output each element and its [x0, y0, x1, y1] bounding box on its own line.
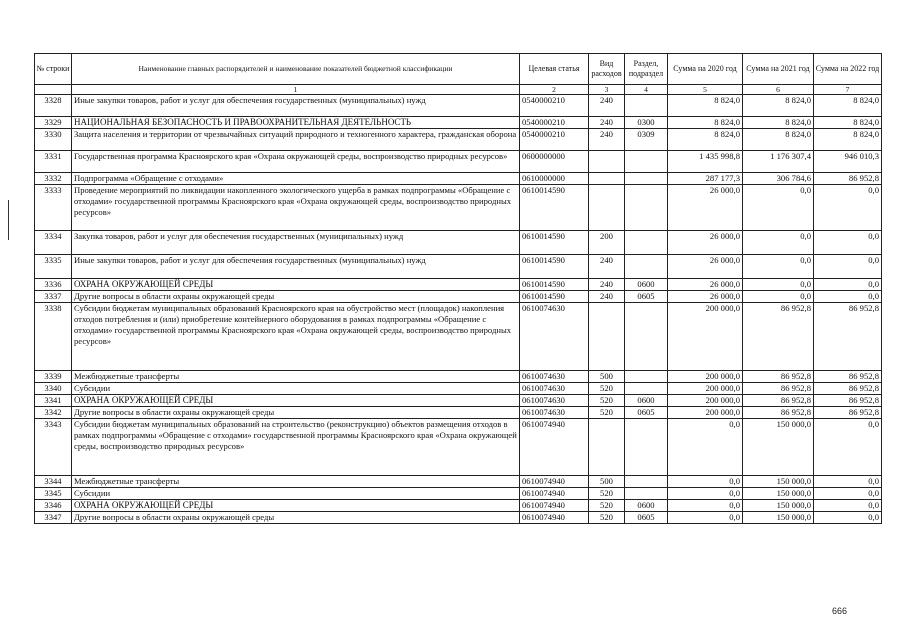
row-target: 0610074630	[520, 383, 589, 395]
row-target: 0610014590	[520, 231, 589, 255]
table-row	[35, 291, 882, 303]
row-name: Подпрограмма «Обращение с отходами»	[72, 173, 520, 185]
row-sum-2020: 26 000,0	[668, 231, 743, 255]
row-target: 0610074630	[520, 371, 589, 383]
row-expense-type	[589, 151, 625, 173]
row-section	[625, 95, 668, 117]
row-number: 3344	[35, 476, 72, 488]
row-expense-type: 520	[589, 383, 625, 395]
row-sum-2022: 86 952,8	[814, 407, 882, 419]
row-section	[625, 151, 668, 173]
row-sum-2020: 200 000,0	[668, 407, 743, 419]
row-expense-type: 200	[589, 231, 625, 255]
row-sum-2022: 86 952,8	[814, 173, 882, 185]
row-number: 3330	[35, 129, 72, 151]
table-row	[35, 476, 882, 488]
table-row	[35, 500, 882, 512]
row-sum-2022: 0,0	[814, 185, 882, 231]
table-row	[35, 279, 882, 291]
row-expense-type	[589, 173, 625, 185]
row-target: 0540000210	[520, 129, 589, 151]
row-name: Субсидии бюджетам муниципальных образований Красноярского края на обустройство мест (площадок) накопления отходов потребления и (или) приобретение контейнерного оборудования в рамках подпрограммы «Обращение с отходами» государственной программы Красноярского края «Охрана окружающей среды, воспроизводство природных ресурсов»	[72, 303, 520, 371]
row-sum-2021: 150 000,0	[743, 512, 814, 524]
row-sum-2021: 86 952,8	[743, 303, 814, 371]
row-name: ОХРАНА ОКРУЖАЮЩЕЙ СРЕДЫ	[72, 500, 520, 512]
row-target: 0610074940	[520, 419, 589, 476]
row-sum-2022: 0,0	[814, 279, 882, 291]
table-row	[35, 117, 882, 129]
row-expense-type: 500	[589, 476, 625, 488]
row-expense-type: 520	[589, 395, 625, 407]
header-section: Раздел, подраздел	[625, 54, 668, 85]
row-sum-2022: 0,0	[814, 419, 882, 476]
row-target: 0540000210	[520, 117, 589, 129]
row-sum-2022: 86 952,8	[814, 383, 882, 395]
row-expense-type	[589, 185, 625, 231]
row-target: 0610014590	[520, 255, 589, 279]
header-row-no: № строки	[35, 54, 72, 85]
row-sum-2022: 0,0	[814, 255, 882, 279]
row-target: 0540000210	[520, 95, 589, 117]
row-number: 3341	[35, 395, 72, 407]
row-section: 0600	[625, 500, 668, 512]
row-sum-2020: 8 824,0	[668, 117, 743, 129]
budget-table	[34, 53, 882, 524]
row-section	[625, 173, 668, 185]
table-row	[35, 371, 882, 383]
row-target: 0610074940	[520, 476, 589, 488]
row-number: 3331	[35, 151, 72, 173]
row-sum-2020: 1 435 998,8	[668, 151, 743, 173]
row-sum-2021: 86 952,8	[743, 383, 814, 395]
row-number: 3346	[35, 500, 72, 512]
page-number: 666	[832, 606, 848, 616]
row-sum-2022: 0,0	[814, 488, 882, 500]
column-number	[35, 85, 72, 95]
row-expense-type: 500	[589, 371, 625, 383]
row-number: 3339	[35, 371, 72, 383]
row-expense-type: 520	[589, 500, 625, 512]
row-sum-2022: 86 952,8	[814, 395, 882, 407]
header-sum-2022: Сумма на 2022 год	[814, 54, 882, 85]
table-row	[35, 395, 882, 407]
row-sum-2020: 200 000,0	[668, 371, 743, 383]
row-sum-2020: 0,0	[668, 488, 743, 500]
row-sum-2020: 26 000,0	[668, 255, 743, 279]
row-section: 0309	[625, 129, 668, 151]
row-section: 0605	[625, 512, 668, 524]
row-name: Другие вопросы в области охраны окружающей среды	[72, 407, 520, 419]
row-section	[625, 303, 668, 371]
row-expense-type: 520	[589, 512, 625, 524]
table-row	[35, 151, 882, 173]
row-section	[625, 185, 668, 231]
row-sum-2022: 86 952,8	[814, 303, 882, 371]
row-number: 3328	[35, 95, 72, 117]
row-expense-type	[589, 419, 625, 476]
row-name: Государственная программа Красноярского края «Охрана окружающей среды, воспроизводство природных ресурсов»	[72, 151, 520, 173]
table-row	[35, 95, 882, 117]
margin-mark	[8, 200, 9, 240]
row-target: 0610000000	[520, 173, 589, 185]
table-row	[35, 303, 882, 371]
row-target: 0610074940	[520, 500, 589, 512]
row-expense-type: 520	[589, 488, 625, 500]
row-number: 3336	[35, 279, 72, 291]
row-sum-2022: 0,0	[814, 231, 882, 255]
row-expense-type: 240	[589, 117, 625, 129]
table-row	[35, 231, 882, 255]
row-target: 0610014590	[520, 291, 589, 303]
row-name: Межбюджетные трансферты	[72, 371, 520, 383]
row-name: Иные закупки товаров, работ и услуг для обеспечения государственных (муниципальных) нужд	[72, 255, 520, 279]
table-row	[35, 419, 882, 476]
row-name: ОХРАНА ОКРУЖАЮЩЕЙ СРЕДЫ	[72, 279, 520, 291]
row-target: 0610074940	[520, 488, 589, 500]
row-name: Другие вопросы в области охраны окружающей среды	[72, 291, 520, 303]
row-sum-2020: 200 000,0	[668, 395, 743, 407]
row-sum-2021: 86 952,8	[743, 371, 814, 383]
row-sum-2022: 86 952,8	[814, 371, 882, 383]
row-target: 0610074940	[520, 512, 589, 524]
row-section	[625, 488, 668, 500]
row-section: 0300	[625, 117, 668, 129]
row-sum-2021: 86 952,8	[743, 395, 814, 407]
row-sum-2021: 0,0	[743, 185, 814, 231]
row-sum-2021: 0,0	[743, 231, 814, 255]
row-number: 3340	[35, 383, 72, 395]
row-expense-type: 240	[589, 95, 625, 117]
row-sum-2020: 26 000,0	[668, 279, 743, 291]
row-sum-2021: 306 784,6	[743, 173, 814, 185]
row-sum-2020: 26 000,0	[668, 291, 743, 303]
row-section: 0600	[625, 395, 668, 407]
table-row	[35, 255, 882, 279]
row-number: 3337	[35, 291, 72, 303]
row-sum-2021: 0,0	[743, 255, 814, 279]
row-sum-2021: 8 824,0	[743, 129, 814, 151]
row-sum-2022: 8 824,0	[814, 129, 882, 151]
row-sum-2021: 150 000,0	[743, 476, 814, 488]
row-sum-2022: 8 824,0	[814, 95, 882, 117]
row-sum-2022: 0,0	[814, 500, 882, 512]
header-row	[35, 54, 882, 85]
row-name: НАЦИОНАЛЬНАЯ БЕЗОПАСНОСТЬ И ПРАВООХРАНИТЕЛЬНАЯ ДЕЯТЕЛЬНОСТЬ	[72, 117, 520, 129]
header-target: Целевая статья	[520, 54, 589, 85]
row-section	[625, 383, 668, 395]
column-number: 7	[814, 85, 882, 95]
row-name: Закупка товаров, работ и услуг для обеспечения государственных (муниципальных) нужд	[72, 231, 520, 255]
row-sum-2020: 0,0	[668, 500, 743, 512]
row-number: 3333	[35, 185, 72, 231]
row-sum-2020: 200 000,0	[668, 383, 743, 395]
header-expense-type: Вид расходов	[589, 54, 625, 85]
table-row	[35, 488, 882, 500]
row-sum-2020: 26 000,0	[668, 185, 743, 231]
row-sum-2020: 200 000,0	[668, 303, 743, 371]
row-number: 3342	[35, 407, 72, 419]
row-target: 0610074630	[520, 407, 589, 419]
row-name: Межбюджетные трансферты	[72, 476, 520, 488]
row-target: 0610074630	[520, 395, 589, 407]
table-row	[35, 185, 882, 231]
column-number: 5	[668, 85, 743, 95]
row-sum-2020: 287 177,3	[668, 173, 743, 185]
header-name: Наименование главных распорядителей и наименование показателей бюджетной классификации	[72, 54, 520, 85]
row-sum-2021: 150 000,0	[743, 500, 814, 512]
row-sum-2021: 8 824,0	[743, 117, 814, 129]
row-sum-2021: 1 176 307,4	[743, 151, 814, 173]
row-expense-type: 240	[589, 129, 625, 151]
column-number: 4	[625, 85, 668, 95]
table-row	[35, 173, 882, 185]
row-sum-2020: 8 824,0	[668, 129, 743, 151]
header-sum-2021: Сумма на 2021 год	[743, 54, 814, 85]
row-target: 0600000000	[520, 151, 589, 173]
row-section: 0600	[625, 279, 668, 291]
column-number: 3	[589, 85, 625, 95]
row-sum-2020: 0,0	[668, 476, 743, 488]
row-name: ОХРАНА ОКРУЖАЮЩЕЙ СРЕДЫ	[72, 395, 520, 407]
row-section	[625, 371, 668, 383]
row-expense-type: 240	[589, 255, 625, 279]
table-row	[35, 407, 882, 419]
row-number: 3338	[35, 303, 72, 371]
row-number: 3343	[35, 419, 72, 476]
column-number: 1	[72, 85, 520, 95]
row-sum-2020: 0,0	[668, 512, 743, 524]
row-expense-type	[589, 303, 625, 371]
row-sum-2021: 0,0	[743, 279, 814, 291]
row-number: 3332	[35, 173, 72, 185]
row-expense-type: 240	[589, 291, 625, 303]
row-name: Иные закупки товаров, работ и услуг для обеспечения государственных (муниципальных) нужд	[72, 95, 520, 117]
row-section	[625, 231, 668, 255]
row-number: 3329	[35, 117, 72, 129]
row-sum-2020: 0,0	[668, 419, 743, 476]
row-section: 0605	[625, 407, 668, 419]
table-row	[35, 512, 882, 524]
row-sum-2021: 8 824,0	[743, 95, 814, 117]
row-section	[625, 419, 668, 476]
row-target: 0610014590	[520, 279, 589, 291]
budget-sheet	[34, 53, 881, 524]
row-expense-type: 240	[589, 279, 625, 291]
row-section	[625, 476, 668, 488]
table-row	[35, 383, 882, 395]
row-sum-2022: 0,0	[814, 476, 882, 488]
header-sum-2020: Сумма на 2020 год	[668, 54, 743, 85]
row-expense-type: 520	[589, 407, 625, 419]
table-row	[35, 129, 882, 151]
row-number: 3334	[35, 231, 72, 255]
budget-body	[35, 95, 882, 524]
row-section: 0605	[625, 291, 668, 303]
row-sum-2021: 86 952,8	[743, 407, 814, 419]
row-number: 3335	[35, 255, 72, 279]
column-number: 6	[743, 85, 814, 95]
row-name: Проведение мероприятий по ликвидации накопленного экологического ущерба в рамках подпрограммы «Обращение с отходами» государственной программы Красноярского края «Охрана окружающей среды, воспроизводство природных ресурсов»	[72, 185, 520, 231]
row-sum-2022: 8 824,0	[814, 117, 882, 129]
row-target: 0610014590	[520, 185, 589, 231]
row-sum-2021: 150 000,0	[743, 419, 814, 476]
row-number: 3347	[35, 512, 72, 524]
row-number: 3345	[35, 488, 72, 500]
row-name: Другие вопросы в области охраны окружающей среды	[72, 512, 520, 524]
row-name: Субсидии	[72, 383, 520, 395]
row-sum-2022: 0,0	[814, 291, 882, 303]
row-sum-2020: 8 824,0	[668, 95, 743, 117]
column-number: 2	[520, 85, 589, 95]
row-target: 0610074630	[520, 303, 589, 371]
row-section	[625, 255, 668, 279]
row-name: Защита населения и территории от чрезвычайных ситуаций природного и техногенного характера, гражданская оборона	[72, 129, 520, 151]
column-number-row	[35, 85, 882, 95]
row-sum-2021: 0,0	[743, 291, 814, 303]
row-sum-2022: 0,0	[814, 512, 882, 524]
row-sum-2021: 150 000,0	[743, 488, 814, 500]
row-sum-2022: 946 010,3	[814, 151, 882, 173]
row-name: Субсидии бюджетам муниципальных образований на строительство (реконструкцию) объектов размещения отходов в рамках подпрограммы «Обращение с отходами» государственной программы Красноярского края «Охрана окружающей среды, воспроизводство природных ресурсов»	[72, 419, 520, 476]
row-name: Субсидии	[72, 488, 520, 500]
